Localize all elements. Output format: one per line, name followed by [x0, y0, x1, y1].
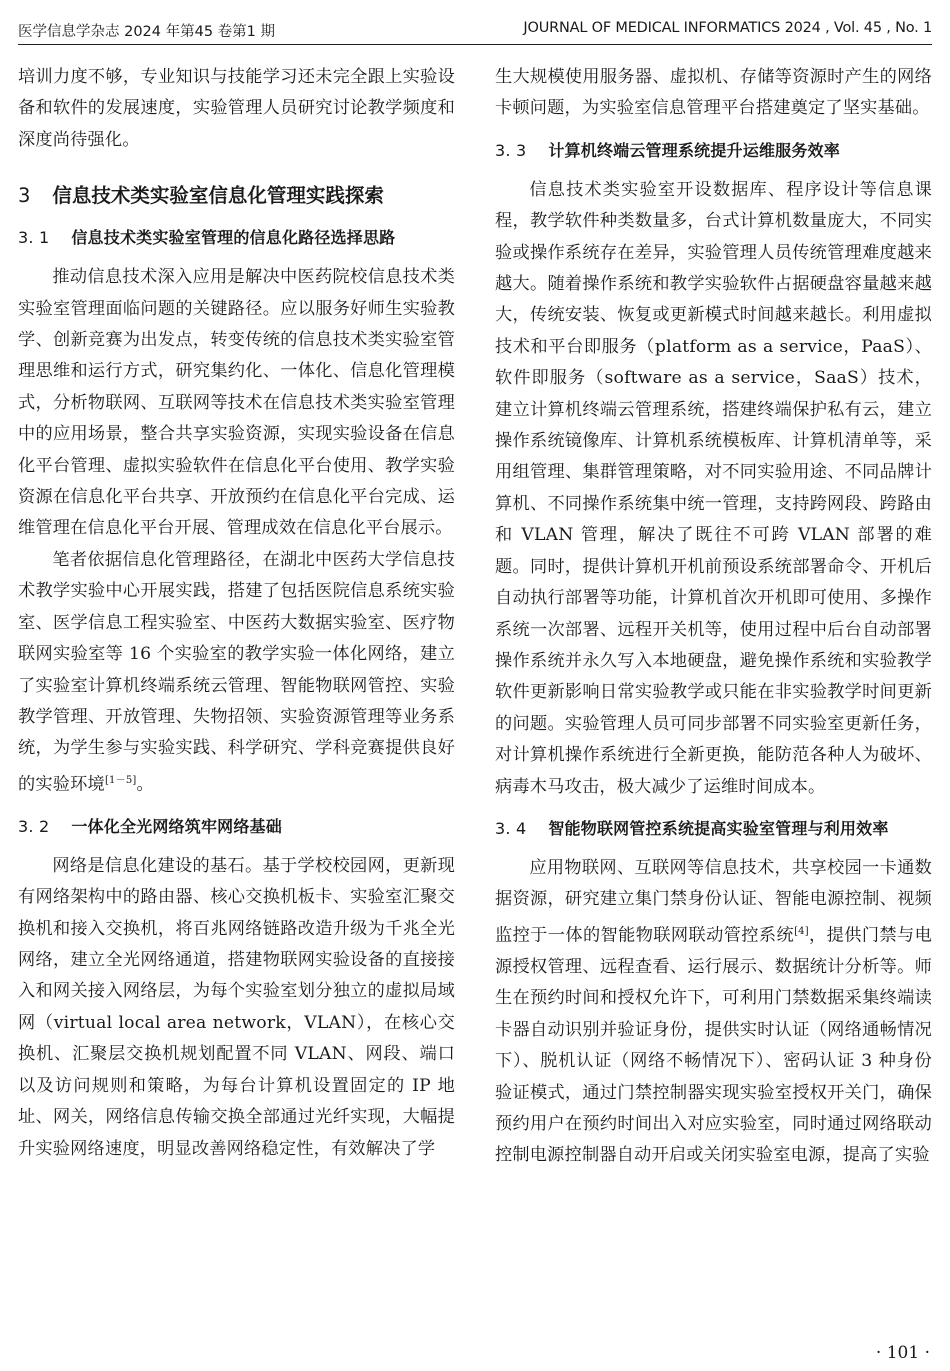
- section-3-3-heading: [495, 137, 932, 165]
- paragraph-intro: 培训力度不够，专业知识与技能学习还未完全跟上实验设备和软件的发展速度，实验管理人员研究讨论教学频度和深度尚待强化。: [18, 67, 455, 150]
- left-column: [18, 62, 455, 1165]
- subsection-title: 信息技术类实验室管理的信息化路径选择思路: [71, 228, 396, 248]
- paragraph-3-1-2: [18, 545, 455, 801]
- running-header: [18, 18, 932, 45]
- section-3-4-heading: [495, 815, 932, 843]
- paragraph-text-cont: ，提供门禁与电源授权管理、远程查看、运行展示、数据统计分析等。师生在预约时间和授权允许下，可利用门禁数据采集终端读卡器自动识别并验证身份，提供实时认证（网络通畅情况下）、脱机认证（网络不畅情况下）、密码认证 3 种身份验证模式，通过门禁控制器实现实验室授权开关门，确保预约用户在预约时间出入对应实验室，同时通过网络联动控制电源控制器自动开启或关闭实验室电源，提高了实验: [495, 925, 932, 1166]
- section-3-1-heading: [18, 224, 455, 252]
- citation-ref: [1－5]: [104, 774, 137, 786]
- paragraph-text: 笔者依据信息化管理路径，在湖北中医药大学信息技术教学实验中心开展实践，搭建了包括医院信息系统实验室、医学信息工程实验室、中医药大数据实验室、医疗物联网实验室等 16 个实验室的教学实验一体化网络，建立了实验室计算机终端系统云管理、智能物联网管控、实验教学管理、开放管理、失物招领、实验资源管理等业务系统，为学生参与实验实践、科学研究、学科竞赛提供良好的实验环境: [18, 549, 455, 795]
- paragraph-continued: 生大规模使用服务器、虚拟机、存储等资源时产生的网络卡顿问题，为实验室信息管理平台搭建奠定了坚实基础。: [495, 67, 932, 119]
- page-number: · 101 ·: [875, 1343, 930, 1363]
- subsection-number: 3. 2: [18, 816, 50, 836]
- section-3-heading: [18, 180, 455, 212]
- journal-title-cn: 医学信息学杂志 2024 年第45 卷第1 期: [18, 24, 276, 40]
- paragraph-3-4-1: [495, 853, 932, 1172]
- section-number: 3: [18, 184, 31, 208]
- subsection-title: 计算机终端云管理系统提升运维服务效率: [548, 140, 840, 160]
- paragraph-3-1-1: 推动信息技术深入应用是解决中医药院校信息技术类实验室管理面临问题的关键路径。应以服务好师生实验教学、创新竞赛为出发点，转变传统的信息技术类实验室管理思维和运行方式，研究集约化、一体化、信息化管理模式，分析物联网、互联网等技术在信息技术类实验室管理中的应用场景，整合共享实验资源，实现实验设备在信息化平台管理、虚拟实验软件在信息化平台使用、教学实验资源在信息化平台共享、开放预约在信息化平台完成、运维管理在信息化平台开展、管理成效在信息化平台展示。: [18, 267, 455, 539]
- paragraph-text: 应用物联网、互联网等信息技术，共享校园一卡通数据资源，研究建立集门禁身份认证、智能电源控制、视频监控于一体的智能物联网联动管控系统: [495, 857, 932, 946]
- subsection-title: 一体化全光网络筑牢网络基础: [71, 816, 282, 836]
- paragraph-end: 。: [136, 774, 154, 795]
- section-3-2-heading: [18, 813, 455, 841]
- section-title: 信息技术类实验室信息化管理实践探索: [52, 184, 384, 208]
- journal-title-en: JOURNAL OF MEDICAL INFORMATICS 2024 , Vol. 45 , No. 1: [523, 20, 932, 36]
- paragraph-3-2-1: 网络是信息化建设的基石。基于学校校园网，更新现有网络架构中的路由器、核心交换机板卡、实验室汇聚交换机和接入交换机，将百兆网络链路改造升级为千兆全光网络，建立全光网络通道，搭建物联网实验设备的直接接入和网关接入网络层，为每个实验室划分独立的虚拟局域网（virtual local area network，VLAN），在核心交换机、汇聚层交换机规划配置不同 VLAN、网段、端口以及访问规则和策略，为每台计算机设置固定的 IP 地址、网关，网络信息传输交换全部通过光纤实现，大幅提升实验网络速度，明显改善网络稳定性，有效解决了学: [18, 855, 455, 1159]
- right-column: [495, 62, 932, 1172]
- paragraph-3-3-1: 信息技术类实验室开设数据库、程序设计等信息课程，教学软件种类数量多，台式计算机数量庞大，不同实验或操作系统存在差异，实验管理人员传统管理难度越来越大。随着操作系统和教学实验软件占据硬盘容量越来越大，传统安装、恢复或更新模式时间越来越长。利用虚拟技术和平台即服务（platform as a service，PaaS）、软件即服务（software as a service，SaaS）技术，建立计算机终端云管理系统，搭建终端保护私有云，建立操作系统镜像库、计算机系统模板库、计算机清单等，采用组管理、集群管理策略，对不同实验用途、不同品牌计算机、不同操作系统集中统一管理，支持跨网段、跨路由和 VLAN 管理，解决了既往不可跨 VLAN 部署的难题。同时，提供计算机开机前预设系统部署命令、开机后自动执行部署等功能，计算机首次开机即可使用、多操作系统一次部署、远程开关机等，使用过程中后台自动部署操作系统并永久写入本地硬盘，避免操作系统和实验教学软件更新影响日常实验教学或只能在非实验教学时间更新的问题。实验管理人员可同步部署不同实验室更新任务，对计算机操作系统进行全新更换，能防范各种人为破坏、病毒木马攻击，极大减少了运维时间成本。: [495, 179, 932, 797]
- subsection-number: 3. 3: [495, 140, 527, 160]
- citation-ref: [4]: [794, 925, 809, 937]
- subsection-number: 3. 1: [18, 228, 50, 248]
- subsection-number: 3. 4: [495, 818, 527, 838]
- subsection-title: 智能物联网管控系统提高实验室管理与利用效率: [548, 818, 889, 838]
